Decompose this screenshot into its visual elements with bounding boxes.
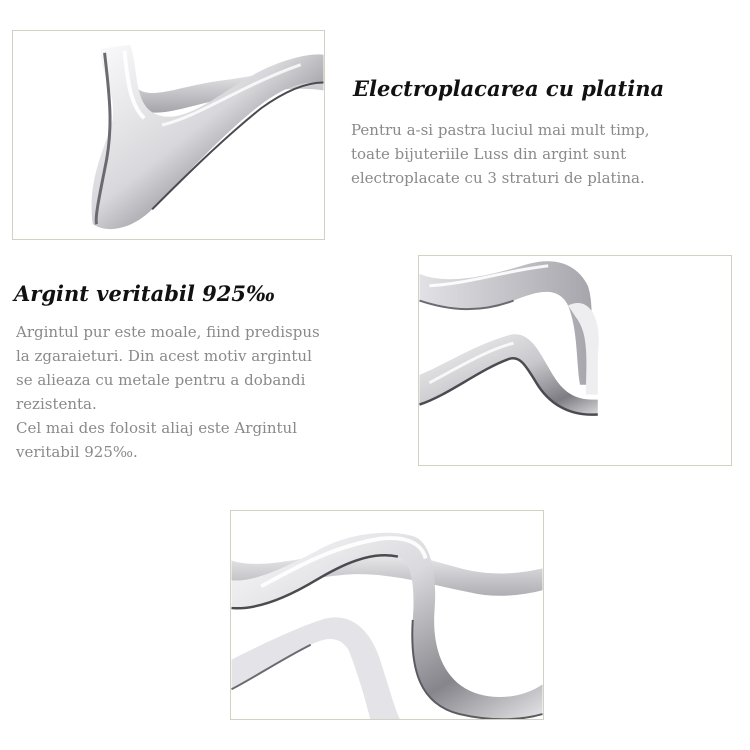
- product-photo-detail: [230, 510, 544, 720]
- product-photo-platinum-plating: [12, 30, 325, 240]
- product-photo-sterling-silver: [418, 255, 732, 466]
- heading-platinum-plating: Electroplacarea cu platina: [353, 76, 665, 101]
- silver-ring-image: [13, 31, 324, 239]
- text-sterling-silver: Argintul pur este moale, fiind predispus la zgaraieturi. Din acest motiv argintul se alieaza cu metale pentru a dobandi rezistenta. Cel mai des folosit aliaj este Argintul veritabil 925‰.: [16, 323, 320, 461]
- text-platinum-plating: Pentru a-si pastra luciul mai mult timp, toate bijuteriile Luss din argint sunt electroplacate cu 3 straturi de platina.: [351, 121, 650, 187]
- silver-ring-image: [231, 511, 543, 719]
- heading-sterling-silver: Argint veritabil 925‰: [14, 281, 276, 306]
- silver-ring-image: [419, 256, 731, 465]
